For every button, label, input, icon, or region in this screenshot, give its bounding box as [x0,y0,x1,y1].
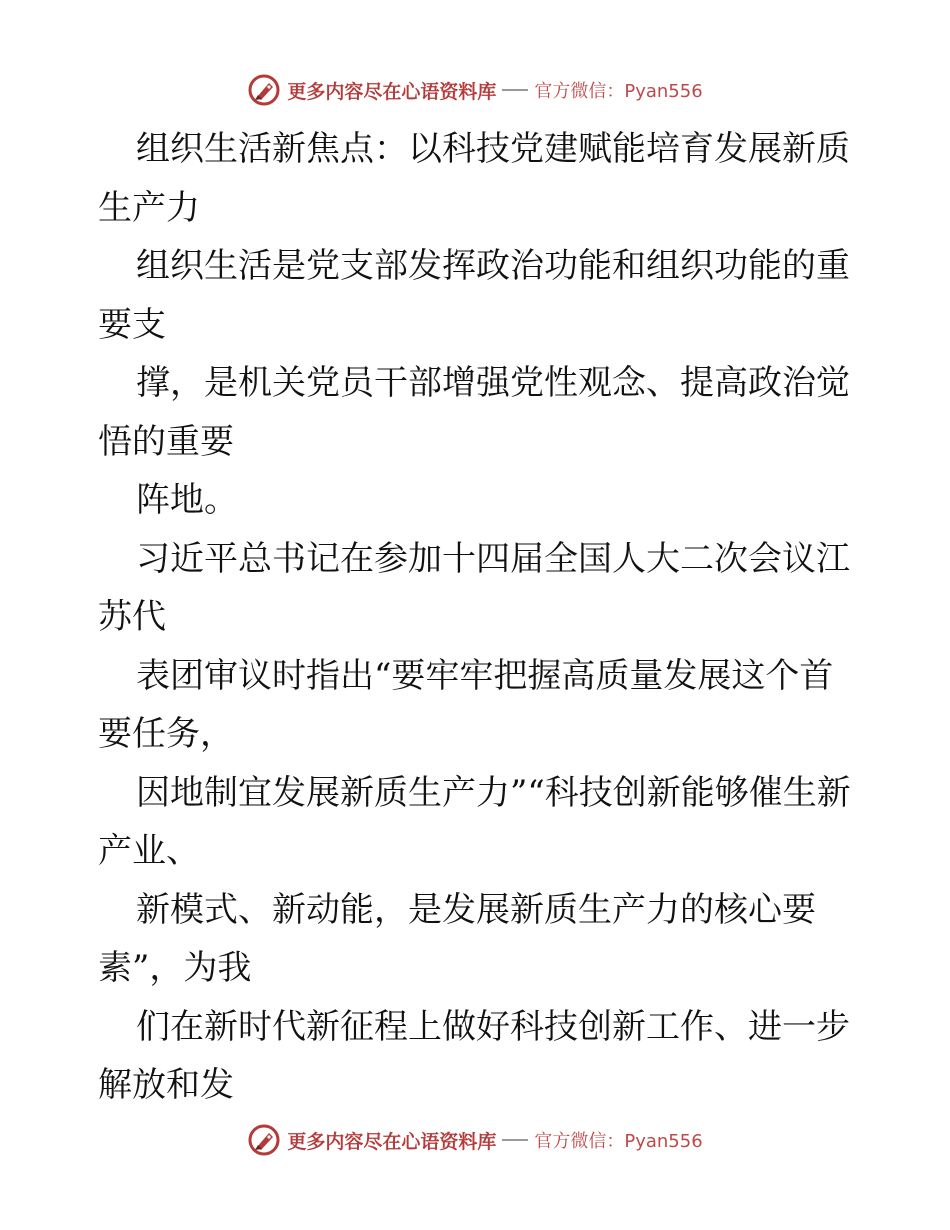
watermark-brand-text: 更多内容尽在心语资料库 [287,80,497,103]
paragraph-8: 新模式、新动能，是发展新质生产力的核心要素”，为我 [98,889,816,988]
watermark-banner-top [0,70,950,110]
paragraph-4: 阵地。 [136,480,238,520]
pen-nib-circle-icon [247,73,281,107]
document-body [98,120,858,1115]
paragraph-9: 们在新时代新征程上做好科技创新工作、进一步解放和发 [98,1006,850,1105]
paragraph-1: 组织生活新焦点：以科技党建赋能培育发展新质生产力 [98,129,850,228]
watermark-banner-bottom [0,1120,950,1160]
watermark-dash [502,89,528,91]
paragraph-6: 表团审议时指出“要牢牢把握高质量发展这个首要任务， [98,655,834,754]
paragraph-2: 组织生活是党支部发挥政治功能和组织功能的重要支 [98,246,850,345]
paragraph-3: 撑，是机关党员干部增强党性观念、提高政治觉悟的重要 [98,363,850,462]
pen-nib-circle-icon [247,1123,281,1157]
paragraph-5: 习近平总书记在参加十四届全国人大二次会议江苏代 [98,538,850,637]
paragraph-7: 因地制宜发展新质生产力”“科技创新能够催生新产业、 [98,772,851,871]
watermark-wechat-text: 官方微信：Pyan556 [534,1131,703,1152]
watermark-dash [502,1139,528,1141]
watermark-wechat-text: 官方微信：Pyan556 [534,81,703,102]
watermark-brand-text: 更多内容尽在心语资料库 [287,1130,497,1153]
